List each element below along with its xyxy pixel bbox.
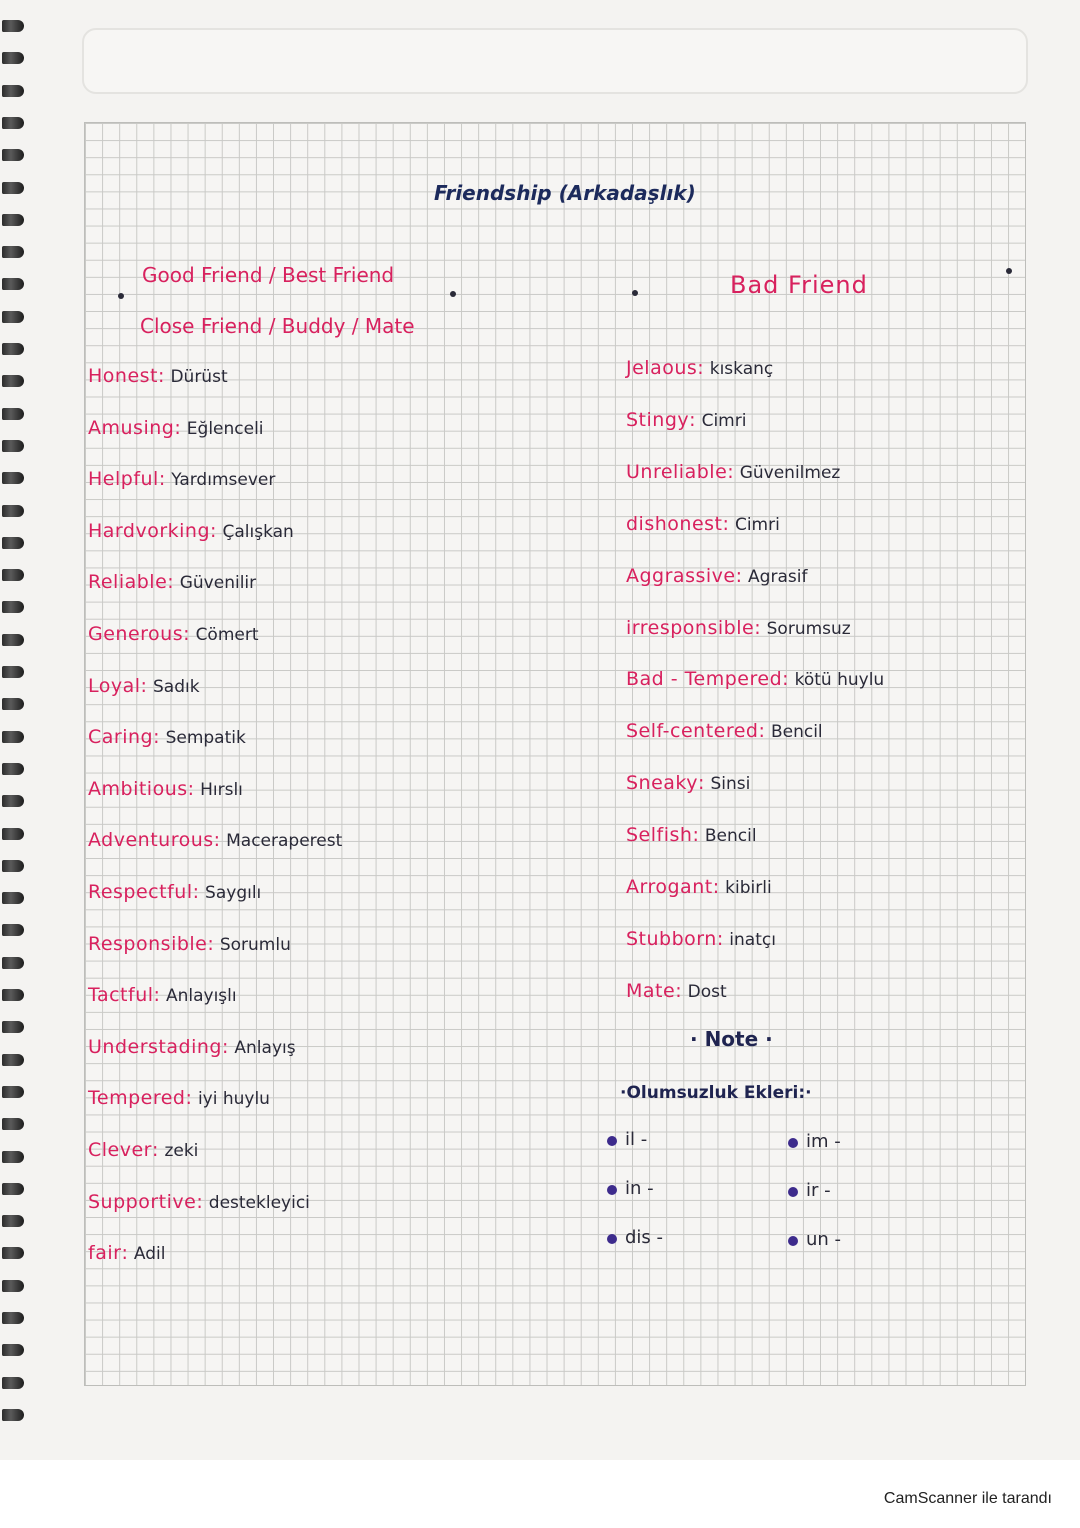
spiral-ring (2, 892, 24, 904)
separator: : (758, 720, 771, 743)
translation-text: kibirli (725, 878, 772, 898)
prefix-item: ir - (806, 1180, 831, 1201)
spiral-ring (2, 1086, 24, 1098)
list-item (88, 364, 228, 389)
spiral-ring (2, 731, 24, 743)
spiral-ring (2, 601, 24, 613)
translation-text: Agrasif (748, 566, 808, 587)
separator: : (782, 668, 795, 691)
separator: : (727, 460, 740, 483)
separator: : (698, 772, 711, 795)
term-text: Amusing (88, 416, 175, 439)
translation-text: Saygılı (205, 883, 262, 903)
separator: : (207, 932, 220, 955)
translation-text: Adil (133, 1244, 166, 1265)
prefix-bullet (607, 1136, 617, 1146)
list-item (626, 979, 727, 1004)
list-item (88, 622, 259, 647)
separator: : (187, 777, 201, 800)
list-item (88, 519, 294, 544)
term-text: Tactful (88, 984, 154, 1007)
term-text: Generous (88, 623, 184, 645)
spiral-ring (2, 828, 24, 840)
separator: : (697, 357, 710, 379)
translation-text: Güvenilmez (739, 462, 841, 483)
term-text: Loyal (88, 674, 141, 697)
list-item (626, 927, 776, 952)
separator: : (221, 1035, 235, 1058)
bad-heading: Bad Friend (730, 271, 868, 299)
translation-text: Cimri (734, 514, 780, 535)
spiral-ring (2, 1021, 24, 1033)
term-text: Bad - Tempered (626, 668, 783, 691)
prefix-bullet (607, 1185, 617, 1195)
translation-text: Sorumsuz (766, 618, 851, 639)
list-item (626, 719, 823, 744)
prefix-item: im - (806, 1131, 841, 1152)
list-item (88, 828, 342, 853)
list-item (626, 667, 884, 692)
spiral-ring (2, 569, 24, 581)
spiral-ring (2, 311, 24, 323)
spiral-ring (2, 1183, 24, 1195)
spiral-binding (0, 20, 30, 1450)
spiral-ring (2, 85, 24, 97)
list-item (88, 777, 243, 802)
list-item (626, 875, 772, 900)
spiral-ring (2, 472, 24, 484)
separator: : (754, 616, 767, 639)
prefix-bullet (788, 1187, 798, 1197)
spiral-ring (2, 375, 24, 387)
prefix-item: il - (625, 1129, 648, 1150)
list-item (626, 408, 746, 433)
translation-text: Güvenilir (179, 573, 257, 594)
translation-text: Maceraperest (226, 831, 343, 852)
spiral-ring (2, 52, 24, 64)
term-text: Respectful (88, 881, 193, 903)
spiral-ring (2, 860, 24, 872)
spiral-ring (2, 1409, 24, 1421)
separator: : (167, 571, 180, 594)
scanner-footer: CamScanner ile tarandı (883, 1490, 1052, 1507)
separator: : (158, 365, 171, 387)
translation-text: Bencil (704, 826, 757, 847)
term-text: Helpful (88, 468, 159, 491)
term-text: Self-centered (626, 720, 759, 743)
note-label: · Note · (690, 1027, 773, 1051)
list-item (88, 674, 200, 699)
separator: : (192, 881, 206, 903)
spiral-ring (2, 1215, 24, 1227)
list-item (626, 460, 840, 485)
term-text: Tempered (88, 1087, 186, 1110)
term-text: Jelaous (626, 357, 698, 379)
term-text: fair (88, 1242, 122, 1265)
prefix-item: dis - (625, 1227, 664, 1248)
note-label-text: Note (704, 1027, 759, 1051)
bullet-dot (450, 291, 456, 297)
spiral-ring (2, 924, 24, 936)
separator: : (716, 927, 730, 950)
list-item (88, 1035, 296, 1060)
spiral-ring (2, 278, 24, 290)
spiral-ring (2, 634, 24, 646)
spiral-ring (2, 795, 24, 807)
separator: : (158, 468, 172, 491)
term-text: Clever (88, 1139, 152, 1161)
term-text: Ambitious (88, 777, 188, 800)
list-item (626, 771, 750, 796)
term-text: Hardvorking (88, 519, 211, 542)
list-item (88, 880, 261, 905)
prefix-bullet (788, 1236, 798, 1246)
list-item (626, 823, 757, 848)
spiral-ring (2, 1377, 24, 1389)
list-item (88, 983, 237, 1008)
translation-text: Sempatik (165, 728, 246, 749)
separator: : (140, 674, 153, 697)
translation-text: zeki (164, 1141, 199, 1161)
prefix-bullet (788, 1138, 798, 1148)
term-text: irresponsible (626, 616, 755, 639)
spiral-ring (2, 1118, 24, 1130)
separator: : (196, 1190, 209, 1213)
spiral-ring (2, 505, 24, 517)
spiral-ring (2, 343, 24, 355)
list-item (88, 1190, 310, 1215)
term-text: Aggrassive (626, 564, 736, 587)
separator: : (689, 408, 702, 431)
separator: : (121, 1242, 134, 1265)
list-item (88, 725, 246, 750)
translation-text: Sinsi (710, 774, 751, 795)
translation-text: Sadık (153, 676, 200, 697)
separator: : (712, 876, 726, 898)
spiral-ring (2, 1247, 24, 1259)
translation-text: Dost (687, 981, 727, 1002)
term-text: Caring (88, 726, 154, 749)
good-heading-line1: Good Friend / Best Friend (142, 263, 395, 287)
bullet-dot (118, 293, 124, 299)
separator: : (735, 564, 749, 587)
separator: : (213, 829, 227, 852)
spiral-ring (2, 1054, 24, 1066)
separator: : (210, 519, 223, 542)
term-text: Stubborn (626, 927, 717, 950)
list-item (88, 1086, 270, 1111)
term-text: Arrogant (626, 876, 713, 898)
spiral-ring (2, 1151, 24, 1163)
translation-text: Anlayışlı (165, 986, 237, 1007)
term-text: Unreliable (626, 460, 728, 483)
term-text: Mate (626, 979, 676, 1002)
bullet-dot (1006, 268, 1012, 274)
term-text: Supportive (88, 1190, 197, 1213)
list-item (626, 512, 780, 537)
spiral-ring (2, 182, 24, 194)
spiral-ring (2, 440, 24, 452)
separator: : (183, 623, 196, 645)
translation-text: Cimri (701, 410, 747, 431)
term-text: Reliable (88, 571, 168, 594)
spiral-ring (2, 666, 24, 678)
translation-text: Anlayış (234, 1037, 296, 1058)
term-text: Stingy (626, 408, 690, 431)
good-heading-line2: Close Friend / Buddy / Mate (140, 314, 415, 338)
note-subtitle-text: Olumsuzluk Ekleri (626, 1083, 799, 1103)
term-text: Honest (88, 365, 158, 387)
list-item (88, 570, 256, 595)
translation-text: Cömert (195, 625, 259, 645)
translation-text: Çalışkan (222, 521, 294, 542)
separator: : (174, 416, 187, 439)
spiral-ring (2, 408, 24, 420)
page-title: Friendship (Arkadaşlık) (434, 181, 696, 205)
translation-text: kıskanç (709, 359, 774, 379)
spiral-ring (2, 1280, 24, 1292)
term-text: Understading (88, 1035, 222, 1058)
separator: : (675, 979, 688, 1002)
translation-text: kötü huylu (794, 670, 885, 691)
bullet-dot (632, 290, 638, 296)
translation-text: Eğlenceli (186, 418, 264, 439)
term-text: Selfish (626, 824, 693, 847)
translation-text: iyi huylu (197, 1089, 270, 1110)
translation-text: Dürüst (170, 367, 228, 387)
spiral-ring (2, 957, 24, 969)
term-text: Sneaky (626, 772, 699, 795)
spiral-ring (2, 989, 24, 1001)
spiral-ring (2, 246, 24, 258)
spiral-ring (2, 1344, 24, 1356)
separator: : (185, 1087, 198, 1110)
list-item (88, 1241, 165, 1266)
list-item (626, 564, 807, 589)
translation-text: Yardımsever (171, 470, 276, 491)
list-item (626, 356, 773, 381)
translation-text: Hırslı (200, 779, 243, 800)
spiral-ring (2, 20, 24, 32)
spiral-ring (2, 537, 24, 549)
header-box (82, 28, 1028, 94)
separator: : (153, 984, 166, 1007)
prefix-bullet (607, 1234, 617, 1244)
translation-text: destekleyici (208, 1192, 310, 1213)
prefix-item: un - (806, 1229, 842, 1250)
spiral-ring (2, 149, 24, 161)
translation-text: Sorumlu (219, 934, 291, 955)
list-item (88, 416, 264, 441)
spiral-ring (2, 763, 24, 775)
list-item (88, 1138, 198, 1163)
translation-text: inatçı (729, 929, 776, 950)
term-text: Adventurous (88, 829, 214, 852)
spiral-ring (2, 1312, 24, 1324)
spiral-ring (2, 214, 24, 226)
list-item (88, 932, 291, 957)
translation-text: Bencil (770, 722, 823, 743)
prefix-item: in - (625, 1178, 654, 1199)
term-text: dishonest (626, 512, 723, 535)
separator: : (722, 512, 735, 535)
list-item (88, 467, 275, 492)
term-text: Responsible (88, 932, 208, 955)
list-item (626, 616, 851, 641)
spiral-ring (2, 698, 24, 710)
spiral-ring (2, 117, 24, 129)
separator: : (153, 726, 166, 749)
separator: : (692, 824, 705, 847)
note-subtitle: ·Olumsuzluk Ekleri:· (620, 1083, 812, 1103)
separator: : (151, 1139, 165, 1161)
